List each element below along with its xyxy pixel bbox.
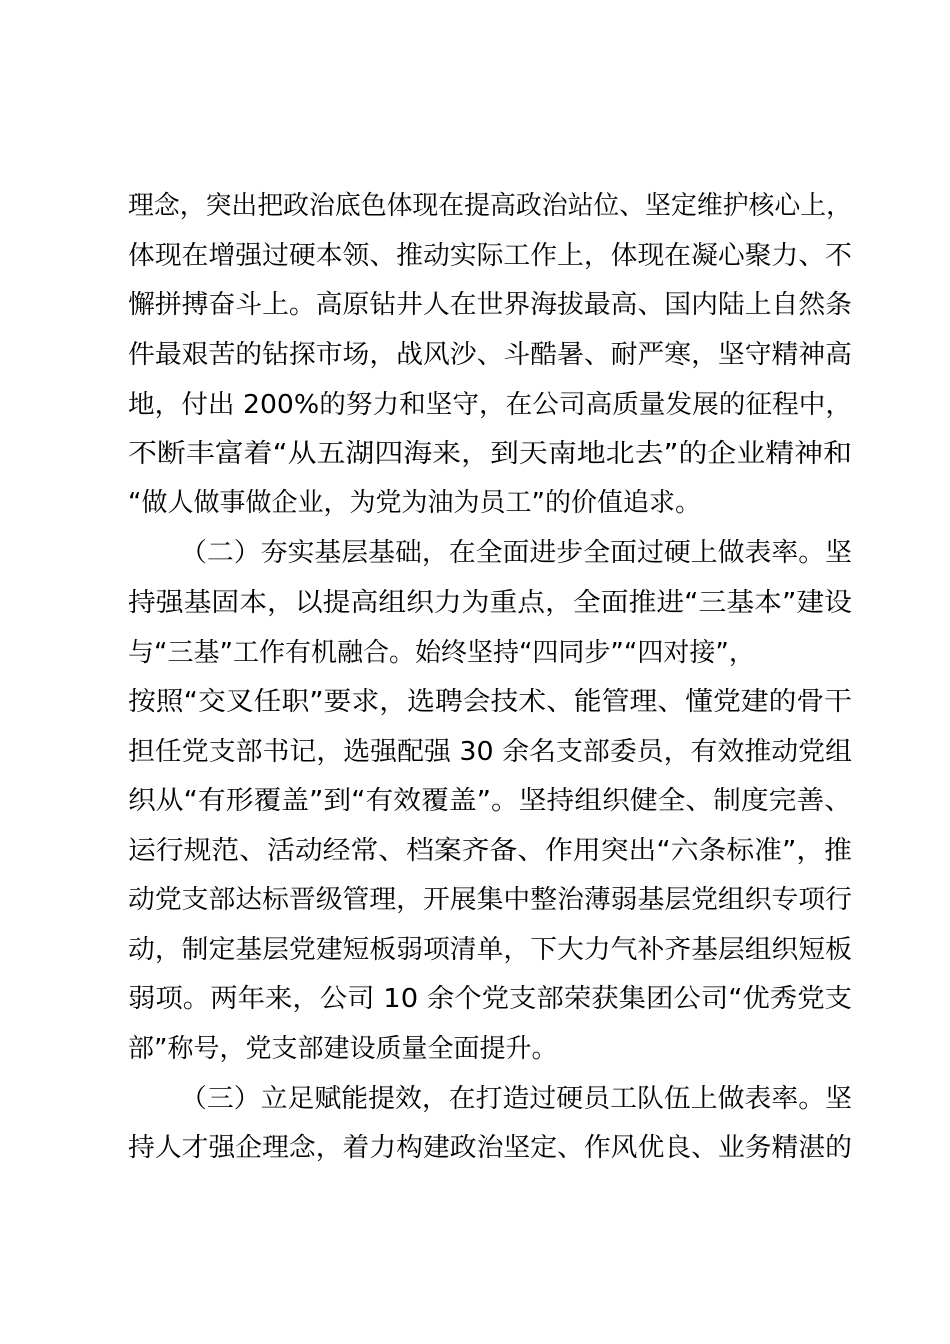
text-line: 动，制定基层党建短板弱项清单，下大力气补齐基层组织短板 [128, 935, 852, 965]
text-line: “做人做事做企业，为党为油为员工”的价值追求。 [128, 488, 701, 518]
text-line: 件最艰苦的钻探市场，战风沙、斗酷暑、耐严寒，坚守精神高 [128, 340, 852, 370]
section-heading-line: （三）立足赋能提效，在打造过硬员工队伍上做表率。坚 [180, 1084, 852, 1114]
text-line: 担任党支部书记，选强配强 30 余名支部委员，有效推动党组 [128, 737, 852, 767]
text-line: 理念，突出把政治底色体现在提高政治站位、坚定维护核心上， [128, 191, 852, 221]
text-line: 动党支部达标晋级管理，开展集中整治薄弱基层党组织专项行 [128, 885, 852, 915]
text-line: 持人才强企理念，着力构建政治坚定、作风优良、业务精湛的 [128, 1133, 852, 1163]
text-line: 与“三基”工作有机融合。始终坚持“四同步”“四对接”， [128, 638, 755, 668]
text-line: 按照“交叉任职”要求，选聘会技术、能管理、懂党建的骨干 [128, 687, 852, 717]
text-line: 运行规范、活动经常、档案齐备、作用突出“六条标准”，推 [128, 836, 852, 866]
text-line: 懈拼搏奋斗上。高原钻井人在世界海拔最高、国内陆上自然条 [128, 290, 852, 320]
text-line: 地，付出 200%的努力和坚守，在公司高质量发展的征程中， [128, 390, 852, 420]
text-line: 部”称号，党支部建设质量全面提升。 [128, 1034, 558, 1064]
text-line: 不断丰富着“从五湖四海来，到天南地北去”的企业精神和 [128, 439, 852, 469]
text-line: 弱项。两年来，公司 10 余个党支部荣获集团公司“优秀党支 [128, 984, 852, 1014]
text-line: 体现在增强过硬本领、推动实际工作上，体现在凝心聚力、不 [128, 241, 852, 271]
section-heading-line: （二）夯实基层基础，在全面进步全面过硬上做表率。坚 [180, 538, 852, 568]
text-line: 织从“有形覆盖”到“有效覆盖”。坚持组织健全、制度完善、 [128, 786, 852, 816]
text-line: 持强基固本，以提高组织力为重点，全面推进“三基本”建设 [128, 588, 852, 618]
